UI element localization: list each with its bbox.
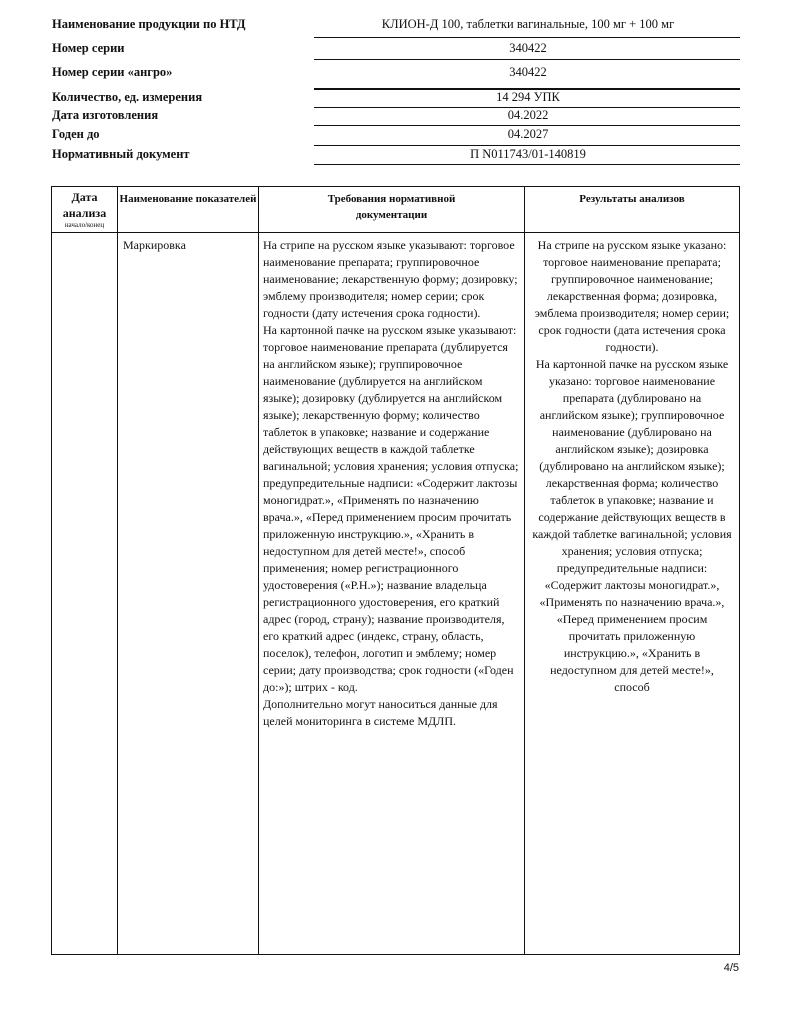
column-header-indicator: Наименование показателей — [119, 193, 257, 205]
info-row-manufacture-date — [52, 105, 742, 125]
requirements-paragraph: На картонной пачке на русском языке указывают: торговое наименование препарата (дублируется на английском языке); группировочное наименование (дублируется на английском языке); дозировку (дублируется на английском языке); лекарственную форму; количество таблеток в упаковке; название и содержание действующих веществ в каждой таблетке вагинальной; условия хранения; условия отпуска; предупредительные надписи: «Содержит лактозы моногидрат.», «Применять по назначению врача.», «Перед применением просим прочитать приложенную инструкцию.», «Хранить в недоступном для детей месте!», способ применения; номер регистрационного удостоверения («Р.Н.»); название владельца регистрационного удостоверения, его краткий адрес (город, страну); название производителя, его краткий адрес (индекс, страну, область, поселок), телефон, логотип и эмблему; номер серии; дату производства; срок годности («Годен до:»); штрих - код. — [263, 323, 519, 694]
info-value: 04.2027 — [507, 127, 549, 141]
divider — [314, 164, 740, 165]
cell-indicator: Маркировка — [123, 238, 186, 252]
column-divider — [524, 187, 525, 954]
column-header-requirements: Требования нормативной документации — [327, 193, 456, 221]
info-row-expiry-date — [52, 124, 742, 144]
analysis-table — [51, 186, 740, 955]
info-row-product-name — [52, 14, 742, 34]
header-row-divider — [52, 232, 739, 233]
info-value: 04.2022 — [507, 108, 549, 122]
info-label: Количество, ед. измерения — [52, 90, 203, 104]
column-header-date-title: Дата анализа — [62, 190, 107, 220]
info-row-quantity — [52, 87, 742, 107]
results-paragraph: На стрипе на русском языке указано: торговое наименование препарата; группировочное наименование; лекарственная форма; дозировка, эмблема производителя; номер серии; срок годности (дата истечения срока годности). — [534, 238, 730, 354]
requirements-paragraph: На стрипе на русском языке указывают: торговое наименование препарата; группировочное наименование; лекарственную форму; дозировку; эмблему производителя; номер серии; срок годности (дату истечения срока годности). — [263, 238, 518, 320]
info-value: 340422 — [509, 65, 547, 79]
column-header-date — [52, 189, 117, 230]
column-divider — [117, 187, 118, 954]
info-label: Нормативный документ — [52, 147, 190, 161]
cell-requirements — [263, 237, 521, 730]
info-label: Годен до — [52, 127, 100, 141]
info-label: Дата изготовления — [52, 108, 159, 122]
page-number: 4/5 — [723, 962, 739, 974]
info-row-normative-document — [52, 144, 742, 164]
column-header-date-subtitle: начало/конец — [64, 221, 105, 229]
requirements-paragraph: Дополнительно могут наноситься данные для целей мониторинга в системе МДЛП. — [263, 697, 498, 728]
info-value: 340422 — [509, 41, 547, 55]
cell-results — [532, 237, 732, 696]
info-value: КЛИОН-Д 100, таблетки вагинальные, 100 мг + 100 мг — [381, 17, 675, 31]
column-header-results: Результаты анализов — [579, 193, 685, 205]
info-label: Номер серии — [52, 41, 125, 55]
info-row-angro-batch — [52, 62, 742, 82]
results-paragraph: На картонной пачке на русском языке указано: торговое наименование препарата (дублировано на английском языке); группировочное наименование (дублировано на английском языке); дозировка (дублировано на английском языке); лекарственная форма; количество таблеток в упаковке; название и содержание действующих веществ в каждой таблетке вагинальной; условия хранения; условия отпуска; предупредительные надписи: «Содержит лактозы моногидрат.», «Применять по назначению врача.», «Перед применением просим прочитать приложенную инструкцию.», «Хранить в недоступном для детей месте!», способ — [532, 357, 732, 694]
column-divider — [258, 187, 259, 954]
divider — [314, 59, 740, 60]
info-row-batch-number — [52, 38, 742, 58]
info-value: П N011743/01-140819 — [470, 147, 586, 161]
info-value: 14 294 УПК — [496, 90, 560, 104]
info-label: Наименование продукции по НТД — [52, 17, 246, 31]
info-label: Номер серии «ангро» — [52, 65, 173, 79]
